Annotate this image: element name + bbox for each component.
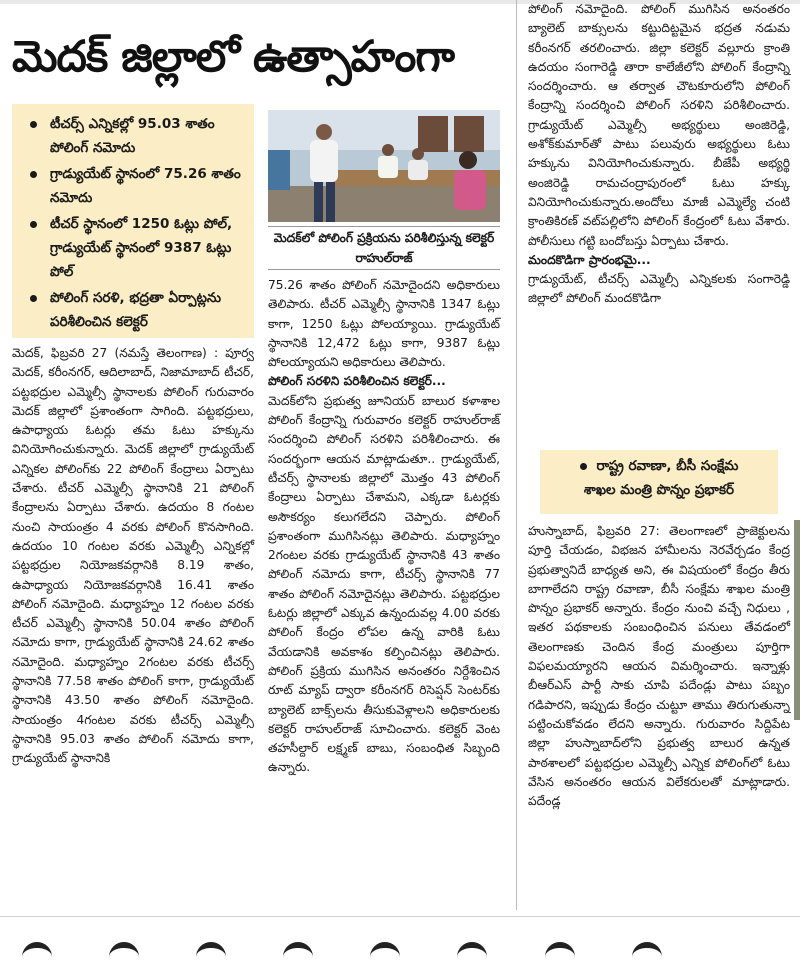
highlight-box <box>12 104 254 338</box>
subheading: పోలింగ్ సరళిని పరిశీలించిన కలెక్టర్... <box>268 374 446 389</box>
glyph-fragment <box>196 942 226 968</box>
glyph-fragment <box>22 942 52 968</box>
highlight-item: పోలింగ్ సరళి, భద్రతా ఏర్పాట్లను పరిశీలించిన కలెక్టర్ <box>26 286 248 334</box>
headline: మెదక్ జిల్లాలో ఉత్సాహంగా <box>12 32 454 82</box>
paragraph: 75.26 శాతం పోలింగ్ నమోదైందని అధికారులు తెలిపారు. టీచర్ ఎమ్మెల్సీ స్థానానికి 1347 ఓట్లు కాగా, 1250 ఓట్లు పోలయ్యాయి. గ్రాడ్యుయేట్ స్థానానికి 12,472 ఓట్లు కాగా, 9387 ఓట్లు పోలయ్యాయని అధికారులు తెలిపారు. <box>268 278 500 370</box>
paragraph: మెదక్, ఫిబ్రవరి 27 (నమస్తే తెలంగాణ) : పూర్వ మెదక్, కరీంనగర్, ఆదిలాబాద్, నిజామాబాద్ టీచర్, పట్టభద్రుల ఎమ్మెల్సీ స్థానాలకు పోలింగ్ గురువారం మెదక్ జిల్లాలో ప్రశాంతంగా సాగింది. పట్టభద్రులు, ఉపాధ్యాయ ఓటర్లు తమ ఓటు హక్కును వినియోగించుకున్నారు. మెదక్ జిల్లాలో గ్రాడ్యుయేట్ ఎన్నికల పోలింగ్‌కు 22 పోలింగ్ కేంద్రాలు ఏర్పాటు చేశారు. టీచర్ ఎమ్మెల్సీ స్థానానికి 21 పోలింగ్ కేంద్రాలను ఏర్పాటు చేశారు. ఉదయం 8 గంటల నుంచి సాయంత్రం 4 వరకు పోలింగ్ కొనసాగింది. ఉదయం 10 గంటల వరకు ఎమ్మెల్సీ ఎన్నికల్లో పట్టభద్రుల నియోజకవర్గానికి 8.19 శాతం, ఉపాధ్యాయ నియోజకవర్గానికి 16.41 శాతం పోలింగ్ నమోదైంది. మధ్యాహ్నం 12 గంటల వరకు టీచర్ ఎమ్మెల్సీ స్థానానికి 50.04 శాతం పోలింగ్ నమోదు కాగా, గ్రాడ్యుయేట్ స్థానానికి 24.62 శాతం నమోదైంది. మధ్యాహ్నం 2గంటల వరకు టీచర్స్ స్థానానికి 77.58 శాతం పోలింగ్ కాగా, గ్రాడ్యుయేట్ స్థానానికి 43.50 శాతం పోలింగ్ నమోదైంది. సాయంత్రం 4గంటల వరకు టీచర్స్ ఎమ్మెల్సీ స్థానానికి 95.03 శాతం పోలింగ్ నమోదు కాగా, గ్రాడ్యుయేట్ స్థానానికి <box>12 346 254 766</box>
highlight-item: గ్రాడ్యుయేట్ స్థానంలో 75.26 శాతం నమోదు <box>26 162 248 210</box>
highlight-item: టీచర్ స్థానంలో 1250 ఓట్లు పోల్, గ్రాడ్యుయేట్ స్థానంలో 9387 ఓట్లు పోల్ <box>26 212 248 284</box>
second-article-headline-box <box>540 450 778 514</box>
glyph-fragment <box>283 942 313 968</box>
glyph-fragment <box>109 942 139 968</box>
second-article-body <box>528 522 790 811</box>
next-article-headline-fragment <box>22 942 782 968</box>
article-column-2 <box>268 276 500 778</box>
highlight-item: టీచర్స్ ఎన్నికల్లో 95.03 శాతం పోలింగ్ నమోదు <box>26 112 248 160</box>
highlight-list <box>26 112 248 334</box>
bullet-icon <box>30 221 37 228</box>
paragraph: పోలింగ్ నమోదైంది. పోలింగ్ ముగిసిన అనంతరం బ్యాలెట్ బాక్సులను కట్టుదిట్టమైన భద్రత నడుమ కరీంనగర్ తరలించారు. జిల్లా కలెక్టర్ వల్లూరు క్రాంతి ఉదయం సంగారెడ్డి తారా కాలేజీలోని పోలింగ్ కేంద్రాన్ని సందర్శించారు. ఆ తర్వాత చౌటకూరులోని పోలింగ్ కేంద్రాన్ని సందర్శించి పోలింగ్ సరళిని పరిశీలించారు. గ్రాడ్యుయేట్ ఎమ్మెల్సీ అభ్యర్థులు అంజిరెడ్డి, అశోక్‌కుమార్‌తో పాటు పలువురు అభ్యర్థులు ఓటు హక్కును వినియోగించుకున్నారు. బీజేపీ అభ్యర్థి అంజిరెడ్డి రామచంద్రాపురంలో ఓటు హక్కు వినియోగించుకున్నారు.అందోలు మాజీ ఎమ్మెల్యే చంటి క్రాంతికిరణ్ వట్‌పల్లిలోని పోలింగ్ కేంద్రంలో ఓటు వేశారు. పోలీసులు గట్టి బందోబస్తు ఏర్పాటు చేశారు. <box>528 2 790 248</box>
paragraph: హుస్నాబాద్, ఫిబ్రవరి 27: తెలంగాణలో ప్రాజెక్టులను పూర్తి చేయడం, విభజన హామీలను నెరవేర్చడం కేంద్ర ప్రభుత్వానిదే బాధ్యత అని, ఈ విషయంలో కేంద్రం తీరు బాగాలేదని రాష్ట్ర రవాణా, బీసీ సంక్షేమ శాఖల మంత్రి పొన్నం ప్రభాకర్ అన్నారు. కేంద్రం నుంచి వచ్చే నిధులు , ఇతర పథకాలకు సంబంధించిన పనులు తేవడంలో తెలంగాణకు చెందిన కేంద్ర మంత్రులు పూర్తిగా విఫలమయ్యారని ఆయన విమర్శించారు. ఇన్నాళ్లు బీఆర్ఎస్ పార్టీ సాకు చూపి పదేండ్లు పాటు పబ్బం గడిపారని, ఇప్పుడు కేంద్రం చుట్టూ తాము తిరుగుతున్నా పట్టించుకోవడం లేదని అన్నారు. గురువారం సిద్దిపేట జిల్లా హుస్నాబాద్‌లోని ప్రభుత్వ బాలుర ఉన్నత పాఠశాలలో పట్టభద్రుల ఎమ్మెల్సీ ఎన్నిక పోలింగ్‌లో ఓటు వేసిన అనంతరం ఆయన విలేకరులతో మాట్లాడారు. పదేండ్ల <box>528 524 790 809</box>
headline-line: రాష్ట్ర రవాణా, బీసీ సంక్షేమ <box>548 454 770 478</box>
paragraph: గ్రాడ్యుయేట్, టీచర్స్ ఎమ్మెల్సీ ఎన్నికలకు సంగారెడ్డి జిల్లాలో పోలింగ్ మందకొడిగా <box>528 272 790 306</box>
polling-station-photo <box>268 110 500 222</box>
bullet-icon <box>30 295 37 302</box>
bottom-divider <box>0 916 800 917</box>
subheading: మందకొడిగా ప్రారంభమై... <box>528 252 651 267</box>
paragraph: మెదక్‌లోని ప్రభుత్వ జూనియర్ బాలుర కళాశాల పోలింగ్ కేంద్రాన్ని గురువారం కలెక్టర్ రాహుల్‌రాజ్ సందర్శించి పోలింగ్ సరళిని పరిశీలించారు. ఈ సందర్భంగా ఆయన మాట్లాడుతూ.. గ్రాడ్యుయేట్, టీచర్స్ స్థానాలకు జిల్లాలో మొత్తం 43 పోలింగ్ కేంద్రాలు ఏర్పాటు చేశామని, ఎక్కడా ఓటర్లకు అసౌకర్యం కలుగలేదని చెప్పారు. పోలింగ్ ప్రశాంతంగా ముగిసినట్లు తెలిపారు. మధ్యాహ్నం 2గంటల వరకు గ్రాడ్యుయేట్ స్థానానికి 43 శాతం పోలింగ్ నమోదు కాగా, టీచర్స్ స్థానానికి 77 శాతం పోలింగ్ నమోదైనట్లు తెలిపారు. పట్టభద్రుల ఓటర్లు జిల్లాలో ఎక్కువ ఉన్నందువల్ల 4.00 వరకు పోలింగ్ కేంద్రం లోపల ఉన్న వారికి ఓటు వేయడానికి అవకాశం కల్పించినట్లు తెలిపారు. పోలింగ్ ప్రక్రియ ముగిసిన అనంతరం నిర్దేశించిన రూట్ మ్యాప్ ద్వారా కరీంనగర్ రిసెప్షన్ సెంటర్‌కు బ్యాలెట్ బాక్స్‌లను తీసుకువెళ్లాలని అధికారులకు కలెక్టర్ రాహుల్‌రాజ్ సూచించారు. కలెక్టర్ వెంట తహసీల్దార్ లక్ష్మణ్ బాబు, సంబంధిత సిబ్బంది ఉన్నారు. <box>268 393 500 775</box>
glyph-fragment <box>457 942 487 968</box>
article-column-1 <box>12 344 254 769</box>
bullet-icon <box>580 463 587 470</box>
column-divider <box>516 0 517 910</box>
news-photo <box>268 110 500 222</box>
glyph-fragment <box>632 942 662 968</box>
glyph-fragment <box>545 942 575 968</box>
photo-caption: మెదక్‌లో పోలింగ్ ప్రక్రియను పరిశీలిస్తున్న కలెక్టర్ రాహుల్‌రాజ్ <box>268 226 500 270</box>
glyph-fragment <box>370 942 400 968</box>
edge-photo-fragment <box>794 520 800 720</box>
article-column-3 <box>528 0 790 309</box>
bullet-icon <box>30 171 37 178</box>
headline-line: శాఖల మంత్రి పొన్నం ప్రభాకర్ <box>583 482 735 498</box>
bullet-icon <box>30 121 37 128</box>
